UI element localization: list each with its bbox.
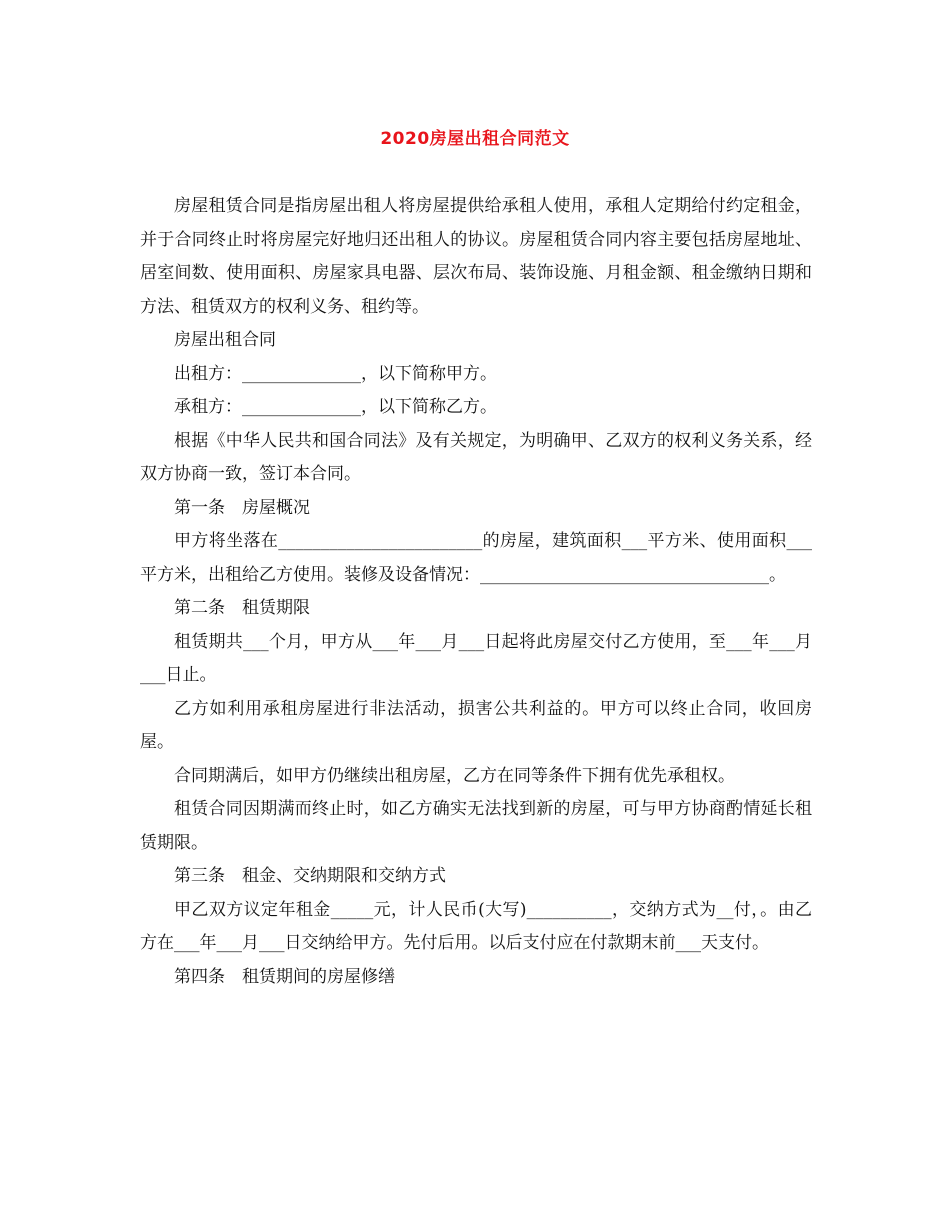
article-2-illegal-use: 乙方如利用承租房屋进行非法活动，损害公共利益的。甲方可以终止合同，收回房屋。 bbox=[140, 698, 812, 752]
paragraph-contract-heading: 房屋出租合同 bbox=[174, 330, 276, 350]
article-3-body: 甲乙双方议定年租金_____元，计人民币(大写)__________，交纳方式为__付，。由乙方在___年___月___日交纳给甲方。先付后用。以后支付应在付款期末前___天支付。 bbox=[140, 899, 812, 953]
paragraph-lessee: 承租方：______________，以下简称乙方。 bbox=[174, 397, 497, 417]
article-2-heading: 第二条 租赁期限 bbox=[174, 598, 310, 618]
article-4-heading: 第四条 租赁期间的房屋修缮 bbox=[174, 966, 395, 987]
article-2-extension: 租赁合同因期满而终止时，如乙方确实无法找到新的房屋，可与甲方协商酌情延长租赁期限。 bbox=[140, 799, 812, 853]
article-2-term: 租赁期共___个月，甲方从___年___月___日起将此房屋交付乙方使用，至___年___月___日止。 bbox=[140, 631, 812, 685]
article-3-heading: 第三条 租金、交纳期限和交纳方式 bbox=[174, 866, 446, 886]
paragraph-lessor: 出租方：______________，以下简称甲方。 bbox=[174, 363, 497, 384]
document-body bbox=[140, 190, 812, 994]
paragraph-intro: 房屋租赁合同是指房屋出租人将房屋提供给承租人使用，承租人定期给付约定租金，并于合同终止时将房屋完好地归还出租人的协议。房屋租赁合同内容主要包括房屋地址、居室间数、使用面积、房屋家具电器、层次布局、装饰设施、月租金额、租金缴纳日期和方法、租赁双方的权利义务、租约等。 bbox=[140, 196, 812, 317]
document-title: 2020房屋出租合同范文 bbox=[380, 129, 570, 149]
article-1-heading: 第一条 房屋概况 bbox=[174, 497, 310, 518]
article-2-priority: 合同期满后，如甲方仍继续出租房屋，乙方在同等条件下拥有优先承租权。 bbox=[174, 765, 735, 786]
article-1-body: 甲方将坐落在________________________的房屋，建筑面积___平方米、使用面积___平方米，出租给乙方使用。装修及设备情况：__________________________________。 bbox=[140, 531, 812, 585]
paragraph-basis: 根据《中华人民共和国合同法》及有关规定，为明确甲、乙双方的权利义务关系，经双方协商一致，签订本合同。 bbox=[140, 430, 812, 484]
